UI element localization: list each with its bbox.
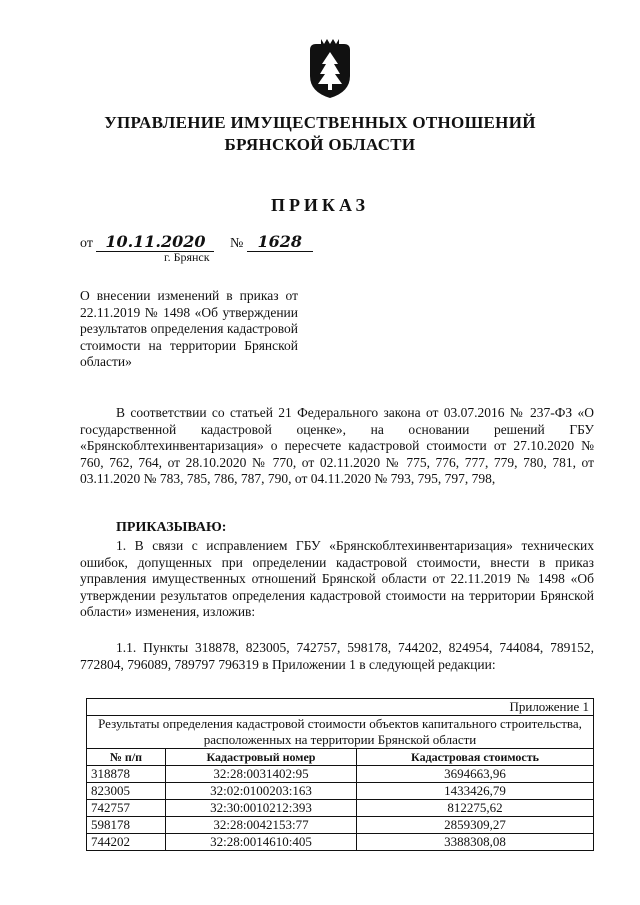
table-row [87, 817, 594, 834]
date-prefix: от [80, 236, 93, 251]
cell-cadastral-number: 32:28:0014610:405 [166, 834, 357, 851]
item-1-1-paragraph: 1.1. Пункты 318878, 823005, 742757, 598178, 744202, 824954, 744084, 789152, 772804, 796089, 789797 796319 в Приложении 1 в следующей редакции: [80, 640, 594, 672]
cell-cadastral-value: 1433426,79 [357, 783, 594, 800]
cell-number: 823005 [87, 783, 166, 800]
order-word: ПРИКАЗЫВАЮ: [116, 520, 227, 535]
cell-cadastral-value: 3694663,96 [357, 766, 594, 783]
table-row [87, 783, 594, 800]
cell-cadastral-number: 32:28:0042153:77 [166, 817, 357, 834]
cadastral-value-table [86, 698, 594, 851]
handwritten-number: 1628 [247, 232, 313, 252]
number-sign: № [229, 236, 244, 251]
table-appendix-row [87, 699, 594, 716]
cell-number: 744202 [87, 834, 166, 851]
cell-cadastral-number: 32:30:0010212:393 [166, 800, 357, 817]
city: г. Брянск [164, 250, 210, 264]
table-row [87, 800, 594, 817]
cell-number: 318878 [87, 766, 166, 783]
organization-name-line1: УПРАВЛЕНИЕ ИМУЩЕСТВЕННЫХ ОТНОШЕНИЙ [104, 113, 536, 132]
cell-number: 598178 [87, 817, 166, 834]
cell-number: 742757 [87, 800, 166, 817]
organization-name-line2: БРЯНСКОЙ ОБЛАСТИ [224, 135, 416, 154]
column-header-number: № п/п [87, 749, 166, 766]
date-number-line [80, 232, 313, 252]
document-type: ПРИКАЗ [270, 195, 370, 215]
table-header-row [87, 749, 594, 766]
document-subject: О внесении изменений в приказ от 22.11.2019 № 1498 «Об утверждении результатов определения кадастровой стоимости на территории Брянской области» [80, 288, 298, 369]
table-title-row [87, 716, 594, 749]
cell-cadastral-value: 812275,62 [357, 800, 594, 817]
column-header-cadastral-value: Кадастровая стоимость [357, 749, 594, 766]
cell-cadastral-number: 32:28:0031402:95 [166, 766, 357, 783]
cell-cadastral-number: 32:02:0100203:163 [166, 783, 357, 800]
preamble-paragraph: В соответствии со статьей 21 Федерального закона от 03.07.2016 № 237-ФЗ «О государственной кадастровой оценке», на основании решений ГБУ «Брянскоблтехинвентаризация» о пересчете кадастровой стоимости от 27.10.2020 № 760, 762, 764, от 28.10.2020 № 770, от 02.11.2020 № 775, 776, 777, 779, 780, 781, от 03.11.2020 № 783, 785, 786, 787, 790, от 04.11.2020 № 793, 795, 797, 798, [80, 405, 594, 486]
cell-cadastral-value: 2859309,27 [357, 817, 594, 834]
appendix-label: Приложение 1 [87, 699, 594, 716]
table-row [87, 834, 594, 851]
table-title: Результаты определения кадастровой стоимости объектов капитального строительства, расположенных на территории Брянской области [87, 716, 594, 749]
column-header-cadastral-number: Кадастровый номер [166, 749, 357, 766]
handwritten-date: 10.11.2020 [96, 232, 214, 252]
table-row [87, 766, 594, 783]
coat-of-arms-emblem [304, 36, 356, 100]
item-1-paragraph: 1. В связи с исправлением ГБУ «Брянскоблтехинвентаризация» технических ошибок, допущенных при определении кадастровой стоимости, внести в приказ управления имущественных отношений Брянской области от 22.11.2019 № 1498 «Об утверждении результатов определения кадастровой стоимости на территории Брянской области» изменения, изложив: [80, 538, 594, 619]
cell-cadastral-value: 3388308,08 [357, 834, 594, 851]
